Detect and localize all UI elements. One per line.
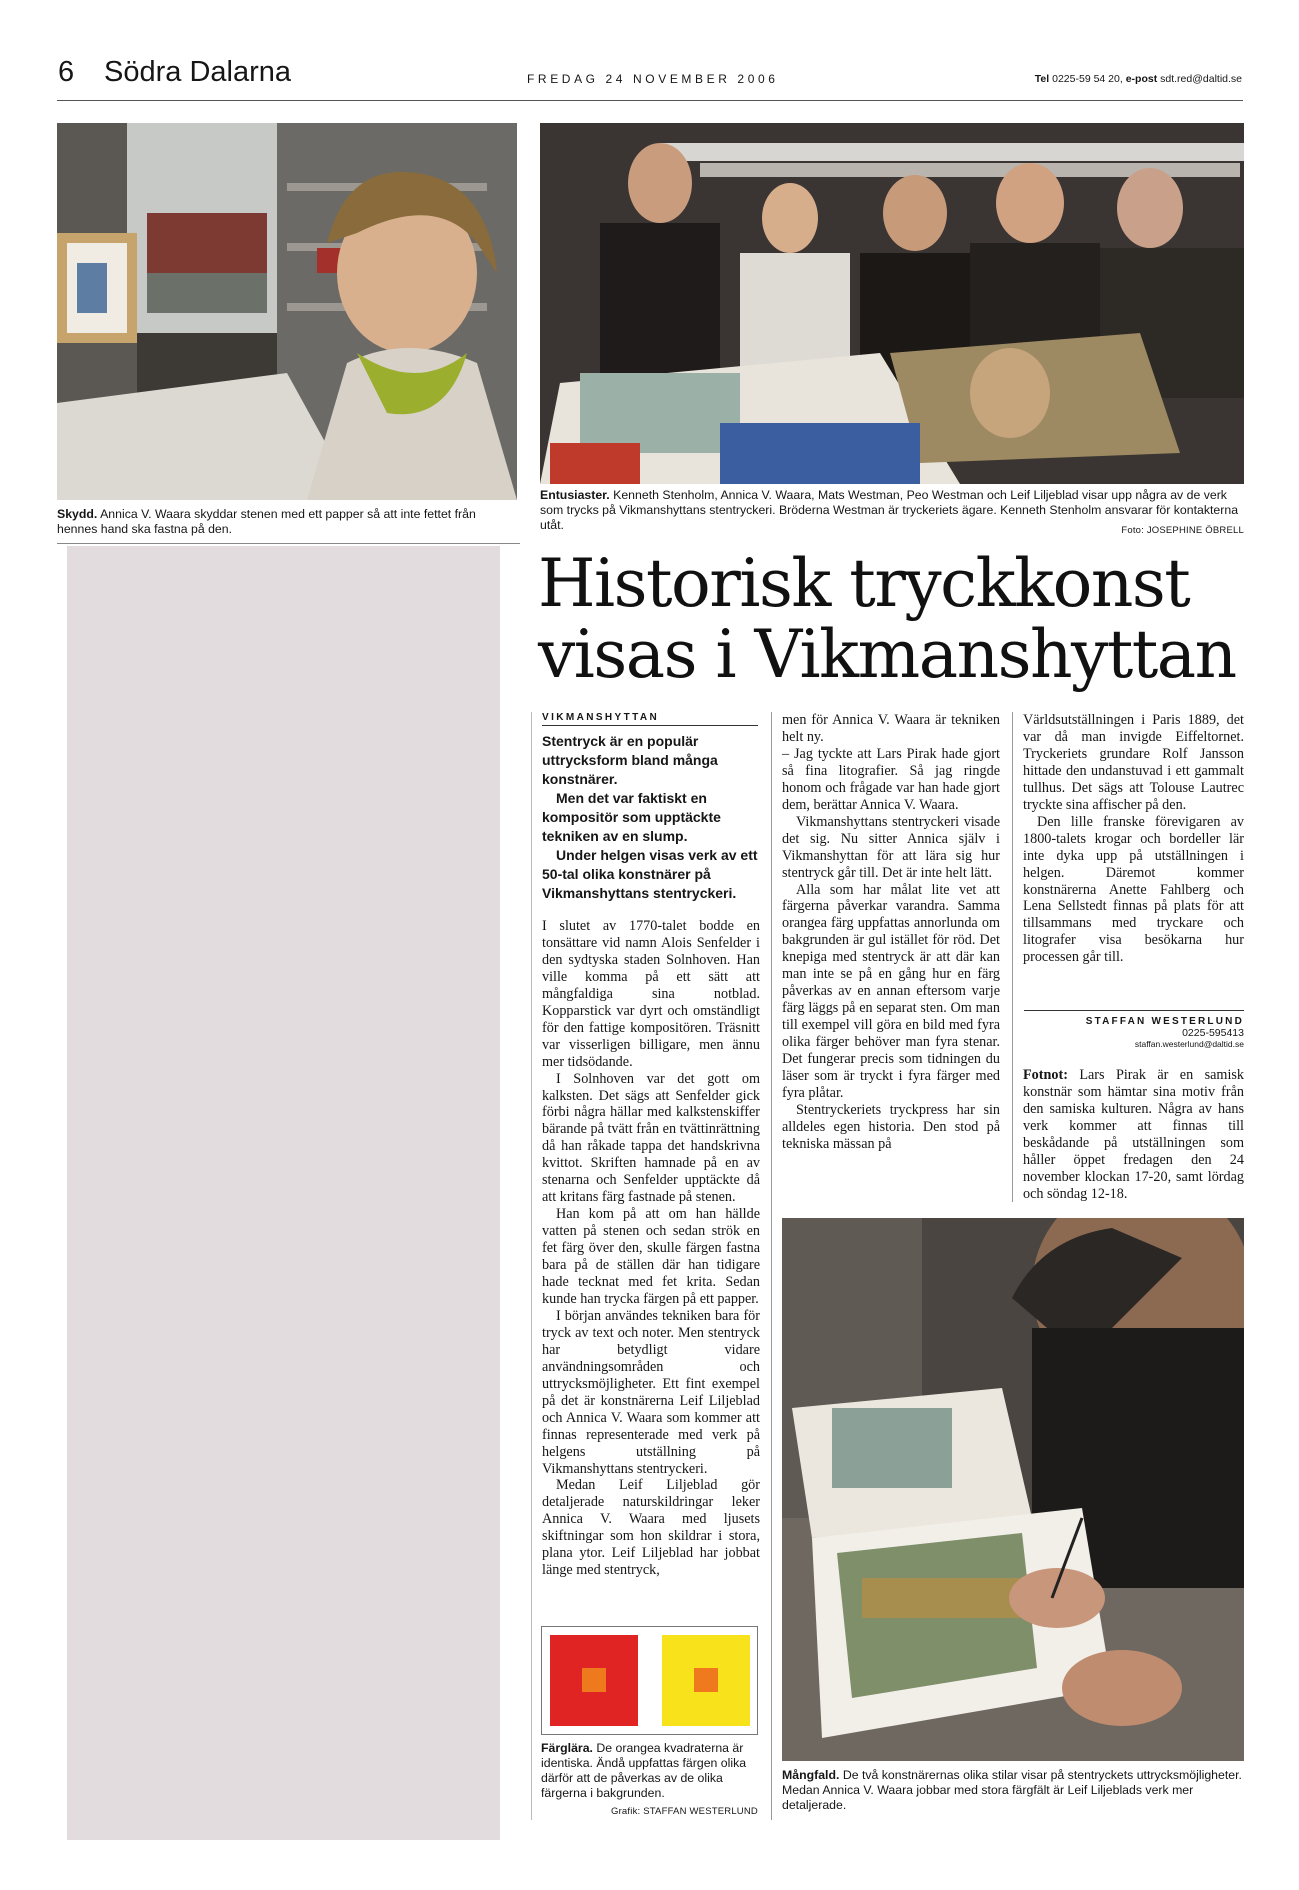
headline [538, 545, 1258, 693]
photo3-caption-text: De två konstnärernas olika stilar visar på stentryckets uttrycksmöjligheter. Medan Annica V. Waara jobbar med stora färgfält är Leif Liljeblads verk mer detaljerade. [782, 1768, 1242, 1812]
photo-group-enthusiasts [540, 123, 1244, 484]
byline-email: staffan.westerlund@daltid.se [1134, 1039, 1244, 1049]
footnote-lead: Fotnot: [1023, 1067, 1068, 1083]
photo2-credit: Foto: JOSEPHINE ÖBRELL [1121, 525, 1244, 536]
column-rule [531, 712, 532, 1820]
footnote-text: Lars Pirak är en samisk konstnär som hämtar sina motiv från den samiska kulturen. Några av hans verk kommer att finnas till beskådande på utställningen som håller öppet fredagen den 24 november klockan 17-20, samt lördag och söndag 12-18. [1023, 1067, 1244, 1202]
column-rule [1012, 712, 1013, 1202]
caption-rule [57, 543, 520, 544]
header-rule [57, 100, 1243, 101]
photo3-caption-lead: Mångfald. [782, 1768, 840, 1782]
color-theory-graphic [541, 1626, 758, 1735]
headline-line-1: Historisk tryckkonst [538, 545, 1190, 622]
body-paragraph: men för Annica V. Waara är tekniken helt ny. [782, 712, 1000, 745]
photo3-caption [782, 1768, 1244, 1813]
email-value: sdt.red@daltid.se [1160, 73, 1242, 85]
ingress-paragraph: Stentryck är en populär uttrycksform bland många konstnärer. [542, 733, 718, 787]
graphic-credit: Grafik: STAFFAN WESTERLUND [610, 1806, 758, 1817]
photo-annica-workshop [57, 123, 517, 500]
photo1-caption-text: Annica V. Waara skyddar stenen med ett papper så att inte fettet från hennes hand ska fastna på den. [57, 507, 476, 536]
tel-label: Tel [1034, 73, 1050, 85]
body-paragraph: Stentryckeriets tryckpress har sin alldeles egen historia. Den stod på tekniska mässan på [782, 1101, 1000, 1152]
article-column-2 [782, 712, 1000, 1153]
kicker: VIKMANSHYTTAN [542, 712, 660, 723]
byline-name: STAFFAN WESTERLUND [1085, 1016, 1244, 1027]
column-rule [771, 712, 772, 1820]
contact-info [1035, 73, 1242, 85]
photo2-caption-lead: Entusiaster. [540, 488, 610, 502]
body-paragraph: Den lille franske förevigaren av 1800-talets krogar och bordeller lär inte dyka upp på utställningen i helgen. Däremot kommer konstnärerna Anette Fahlberg och Lena Sellstedt finnas på plats för att tillsammans med tryckare och litografer visa besökarna hur processen går till. [1023, 813, 1244, 966]
body-paragraph: Världsutställningen i Paris 1889, det var då man invigde Eiffeltornet. Tryckeriets grundare Rolf Jansson hittade den undanstuvad i ett gammalt tullhus. Det sägs att Tolouse Lautrec tryckte sina affischer på den. [1023, 712, 1244, 813]
ad-placeholder [67, 546, 500, 1840]
ingress [542, 732, 760, 903]
graphic-caption-lead: Färglära. [541, 1741, 593, 1755]
page-number: 6 [58, 56, 75, 88]
email-label: e-post [1125, 73, 1158, 85]
tel-value: 0225-59 54 20, [1052, 73, 1123, 85]
orange-square-on-yellow [694, 1668, 718, 1692]
photo1-caption-lead: Skydd. [57, 507, 98, 521]
section-title: Södra Dalarna [104, 56, 291, 88]
ingress-paragraph: Men det var faktiskt en kompositör som upptäckte tekniken av en slump. [542, 790, 721, 844]
article-column-1 [542, 918, 760, 1579]
headline-line-2: visas i Vikmanshyttan [538, 616, 1236, 693]
body-paragraph: I början användes tekniken bara för tryck av text och noter. Men stentryck har betydligt vidare användningsområden och uttrycksmöjligheter. Ett fint exempel på det är konstnärerna Leif Liljeblad och Annica V. Waara som kommer att finnas representerade med verk på helgens utställning på Vikmanshyttans stentryckeri. [542, 1307, 760, 1477]
graphic-caption [541, 1741, 758, 1801]
body-paragraph: I Solnhoven var det gott om kalksten. Det sägs att Senfelder gick förbi några hällar med kalkstenskiffer bärande på tvätt från en tvättinrättning då han råkade tappa det handskrivna kvittot. Skriften hamnade på en av stenarna och Senfelder upptäckte då att kritans färg fastnade på stenen. [542, 1070, 760, 1206]
body-paragraph: – Jag tyckte att Lars Pirak hade gjort så fina litografier. Så jag ringde honom och frågade var han hade gjort dem, berättar Annica V. Waara. [782, 745, 1000, 813]
body-paragraph: Vikmanshyttans stentryckeri visade det sig. Nu sitter Annica själv i Vikmanshyttan för att lära sig hur stentryck går till. Det är inte helt lätt. [782, 813, 1000, 881]
body-paragraph: I slutet av 1770-talet bodde en tonsättare vid namn Alois Senfelder i den sydtyska staden Solnhoven. Han ville komma på ett sätt att mångfaldiga sina notblad. Kopparstick var dyrt och omständligt för den fattige kompositören. Träsnitt var visserligen billigare, men ännu mer tidsödande. [542, 918, 760, 1070]
byline-rule [1024, 1010, 1244, 1011]
ingress-paragraph: Under helgen visas verk av ett 50-tal olika konstnärer på Vikmanshyttans stentryckeri. [542, 847, 758, 901]
body-paragraph: Alla som har målat lite vet att färgerna påverkar varandra. Samma orangea färg uppfattas annorlunda om bakgrunden är gul istället för röd. Det knepiga med stentryck är att där kan man inte se på en gång hur en färg påverkas av en annan eftersom varje färg läggs på en separat sten. Om man till exempel vill göra en bild med fyra olika färger behöver man fyra stenar. Det fungerar precis som tidningen du läser som är tryckt i fyra färger med fyra plåtar. [782, 881, 1000, 1101]
photo-artist-drawing [782, 1218, 1244, 1761]
byline-phone: 0225-595413 [1182, 1027, 1244, 1039]
yellow-square [662, 1635, 750, 1726]
article-column-3 [1023, 712, 1244, 966]
red-square [550, 1635, 638, 1726]
body-paragraph: Medan Leif Liljeblad gör detaljerade naturskildringar leker Annica V. Waara med ljusets skiftningar som hon skildrar i stora, plana ytor. Leif Liljeblad har jobbat länge med stentryck, [542, 1477, 760, 1579]
graphic-caption-text: De orangea kvadraterna är identiska. Ändå uppfattas färgen olika därför att de påverkas av de olika färgerna i bakgrunden. [541, 1741, 747, 1800]
orange-square-on-red [582, 1668, 606, 1692]
footnote [1023, 1067, 1244, 1203]
body-paragraph: Han kom på att om han hällde vatten på stenen och sedan strök en fet färg över den, skulle färgen fastna bara på de ställen där han tidigare hade tecknat med fet krita. Sedan kunde han trycka färgen på ett papper. [542, 1206, 760, 1307]
byline [1024, 1016, 1244, 1049]
issue-date: FREDAG 24 NOVEMBER 2006 [527, 72, 779, 86]
photo2-caption-text: Kenneth Stenholm, Annica V. Waara, Mats Westman, Peo Westman och Leif Liljeblad visar upp några av de verk som trycks på Vikmanshyttans stentryckeri. Bröderna Westman är tryckeriets ägare. Kenneth Stenholm ansvarar för kontakterna utåt. [540, 488, 1239, 532]
photo1-caption [57, 507, 517, 537]
kicker-rule [542, 725, 758, 726]
